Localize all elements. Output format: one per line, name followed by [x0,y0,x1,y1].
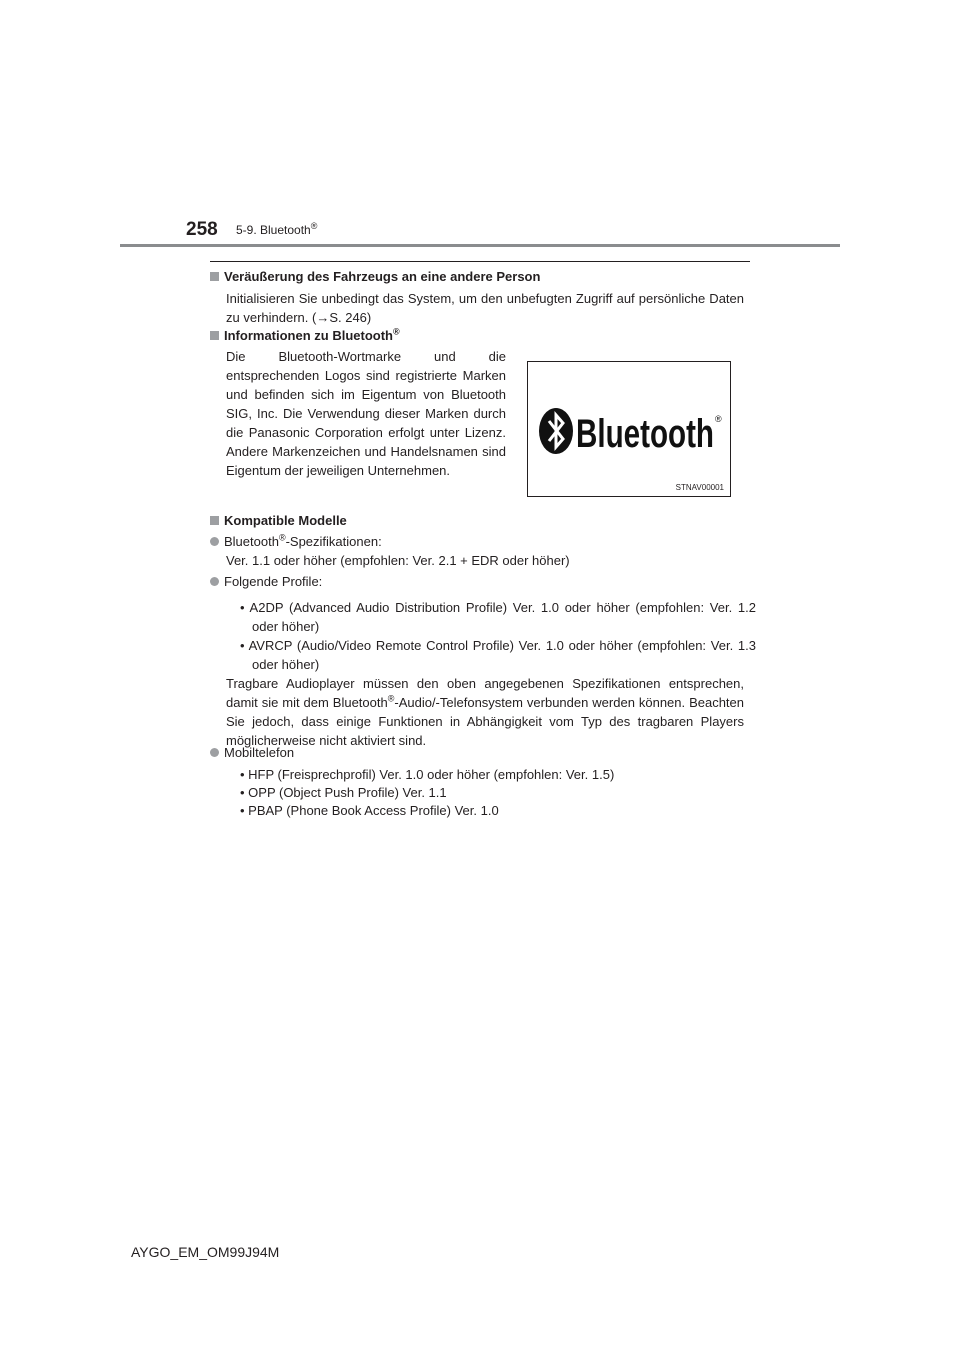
bullet-spec [210,532,382,551]
bullet-profiles [210,572,322,591]
profile-pbap: • PBAP (Phone Book Access Profile) Ver. 1.0 [240,803,499,818]
profile-a2dp: • A2DP (Advanced Audio Distribution Profile) Ver. 1.0 oder höher (empfohlen: Ver. 1.2 oder höher) [240,600,756,634]
heading-text: Veräußerung des Fahrzeugs an eine andere Person [224,269,541,284]
text: -Spezifikationen: [285,534,382,549]
spec-version: Ver. 1.1 oder höher (empfohlen: Ver. 2.1 + EDR oder höher) [226,553,570,568]
sale-body: Initialisieren Sie unbedingt das System, um den unbefugten Zugriff auf persönliche Daten zu verhindern. (→S. 246) [226,291,744,325]
bluetooth-info-body: Die Bluetooth-Wortmarke und die entsprechenden Logos sind registrierte Marken und befinden sich im Eigentum von Bluetooth SIG, Inc. Die Verwendung dieser Marken durch die Panasonic Corporation erfolgt unter Lizenz. Andere Markenzeichen und Handelsnamen sind Eigentum der jeweiligen Unternehmen. [226,349,506,478]
reg-mark: ® [278,532,286,543]
svg-text:Bluetooth: Bluetooth [576,412,714,456]
text: Mobiltelefon [224,745,295,760]
page-number: 258 [186,219,218,240]
text: -Audio/-Telefonsystem verbunden werden können. Beachten Sie jedoch, dass einige Funktionen in Abhängigkeit vom Typ des tragbaren Players möglicherweise nicht aktiviert sind. [226,695,744,748]
reg-mark: ® [392,326,400,337]
heading-text: Kompatible Modelle [224,513,347,528]
text: Folgende Profile: [224,574,323,589]
square-bullet-icon [210,331,219,340]
reg-mark: ® [387,693,395,704]
heading-compatible [210,513,347,528]
profile-opp: • OPP (Object Push Profile) Ver. 1.1 [240,785,447,800]
mobile-profiles [240,766,614,820]
profile-avrcp: • AVRCP (Audio/Video Remote Control Profile) Ver. 1.0 oder höher (empfohlen: Ver. 1.3 oder höher) [240,638,756,672]
bluetooth-logo-figure [527,361,731,497]
square-bullet-icon [210,272,219,281]
profile-hfp: • HFP (Freisprechprofil) Ver. 1.0 oder höher (empfohlen: Ver. 1.5) [240,767,615,782]
image-code: STNAV00001 [675,483,724,492]
bluetooth-logo-icon [528,362,730,496]
heading-bluetooth-info [210,328,400,343]
circle-bullet-icon [210,577,219,586]
footer-code: AYGO_EM_OM99J94M [131,1244,280,1260]
text: Bluetooth [224,534,279,549]
text: Tragbare Audioplayer müssen den oben angegebenen Spezifikationen entsprechen, damit sie mit dem Bluetooth [226,676,744,710]
header-rule [120,244,840,247]
svg-text:®: ® [715,414,722,424]
reg-mark: ® [310,221,318,231]
square-bullet-icon [210,516,219,525]
circle-bullet-icon [210,748,219,757]
circle-bullet-icon [210,537,219,546]
profiles-note [226,674,744,750]
heading-sale [210,269,540,284]
section-text: 5-9. Bluetooth [236,223,311,237]
heading-text: Informationen zu Bluetooth [224,328,393,343]
section-rule [210,261,750,262]
bullet-mobile [210,743,294,762]
section-title [236,223,317,237]
